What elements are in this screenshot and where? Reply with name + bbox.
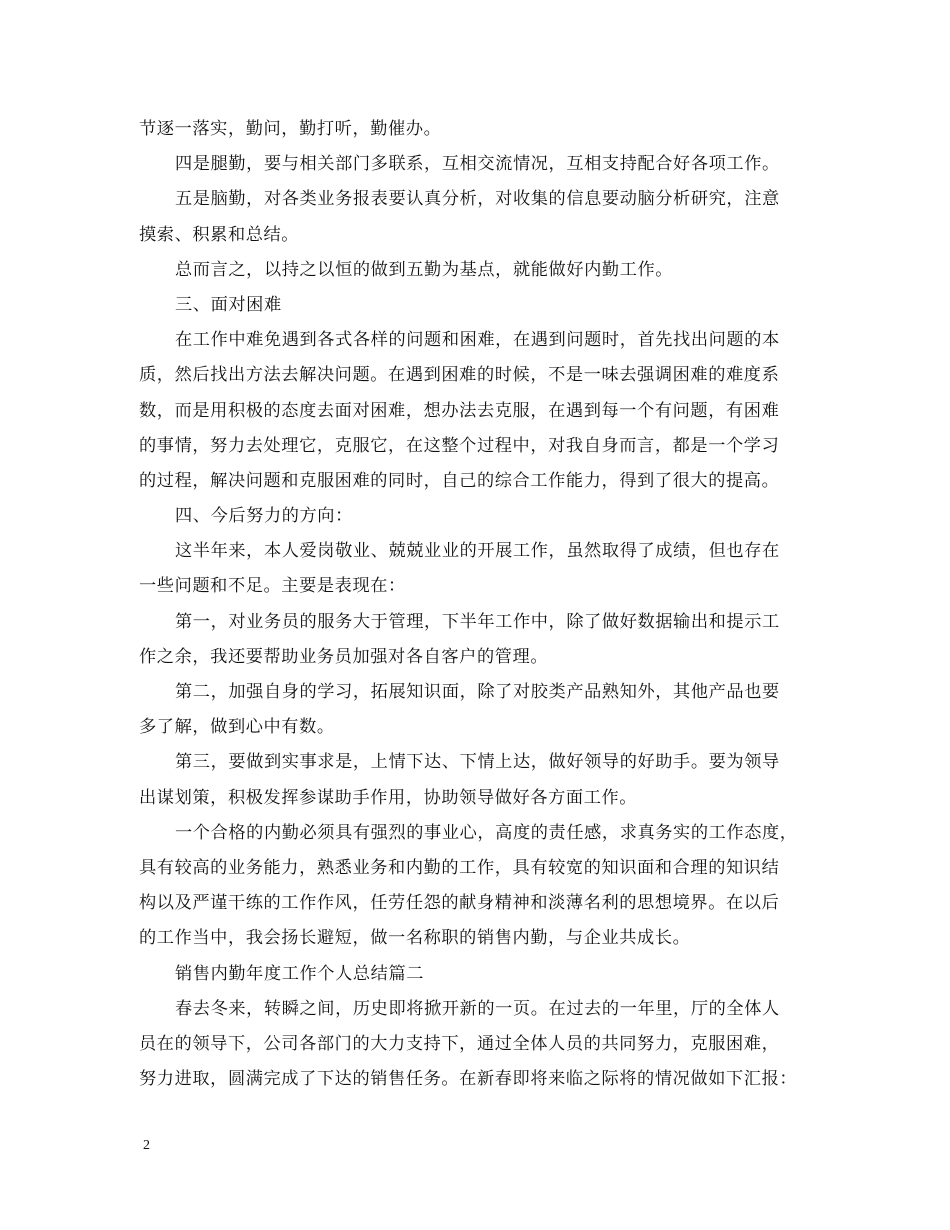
text-line-7: 在工作中难免遇到各式各样的问题和困难，在遇到问题时，首先找出问题的本 — [175, 330, 780, 351]
text-line-2: 四是腿勤，要与相关部门多联系，互相交流情况，互相支持配合好各项工作。 — [175, 154, 780, 175]
section-heading-facing-difficulties: 三、面对困难 — [175, 294, 282, 315]
text-line-26: 春去冬来，转瞬之间，历史即将掀开新的一页。在过去的一年里，厅的全体人 — [175, 998, 780, 1019]
text-line-13: 这半年来，本人爱岗敬业、兢兢业业的开展工作，虽然取得了成绩，但也存在 — [175, 541, 780, 562]
text-line-3: 五是脑勤，对各类业务报表要认真分析，对收集的信息要动脑分析研究，注意 — [175, 189, 780, 210]
text-line-14: 一些问题和不足。主要是表现在： — [139, 576, 406, 597]
text-line-15: 第一，对业务员的服务大于管理，下半年工作中，除了做好数据输出和提示工 — [175, 611, 780, 632]
page-number: 2 — [143, 1138, 150, 1153]
text-line-4: 摸索、积累和总结。 — [139, 224, 300, 245]
text-line-20: 出谋划策，积极发挥参谋助手作用，协助领导做好各方面工作。 — [139, 787, 638, 808]
text-line-22: 具有较高的业务能力，熟悉业务和内勤的工作，具有较宽的知识面和合理的知识结 — [139, 857, 780, 878]
text-line-17: 第二，加强自身的学习，拓展知识面，除了对胶类产品熟知外，其他产品也要 — [175, 682, 780, 702]
text-line-9: 数，而是用积极的态度去面对困难，想办法去克服，在遇到每一个有问题，有困难 — [139, 400, 780, 421]
text-line-18: 多了解，做到心中有数。 — [139, 717, 335, 738]
text-line-8: 质，然后找出方法去解决问题。在遇到困难的时候，不是一味去强调困难的难度系 — [139, 365, 780, 386]
text-line-24: 的工作当中，我会扬长避短，做一名称职的销售内勤，与企业共成长。 — [139, 928, 691, 949]
text-line-21: 一个合格的内勤必须具有强烈的事业心，高度的责任感，求真务实的工作态度， — [175, 822, 798, 843]
text-line-10: 的事情，努力去处理它，克服它，在这整个过程中，对我自身而言，都是一个学习 — [139, 435, 780, 456]
text-line-28: 努力进取，圆满完成了下达的销售任务。在新春即将来临之际将的情况做如下汇报： — [139, 1069, 798, 1090]
text-line-11: 的过程，解决问题和克服困难的同时，自己的综合工作能力，得到了很大的提高。 — [139, 470, 780, 491]
text-line-5: 总而言之，以持之以恒的做到五勤为基点，就能做好内勤工作。 — [175, 259, 674, 280]
text-line-23: 构以及严谨干练的工作作风，任劳任怨的献身精神和淡薄名利的思想境界。在以后 — [139, 893, 780, 914]
text-line-16: 作之余，我还要帮助业务员加强对各自客户的管理。 — [139, 646, 549, 667]
section-heading-future-direction: 四、今后努力的方向： — [175, 506, 353, 527]
text-line-19: 第三，要做到实事求是，上情下达、下情上达，做好领导的好助手。要为领导 — [175, 752, 780, 773]
section-heading-part-two: 销售内勤年度工作个人总结篇二 — [175, 963, 425, 984]
text-line-27: 员在的领导下，公司各部门的大力支持下，通过全体人员的共同努力，克服困难， — [139, 1033, 780, 1054]
text-line-1: 节逐一落实，勤问，勤打听，勤催办。 — [139, 119, 442, 139]
document-body — [139, 112, 825, 1097]
